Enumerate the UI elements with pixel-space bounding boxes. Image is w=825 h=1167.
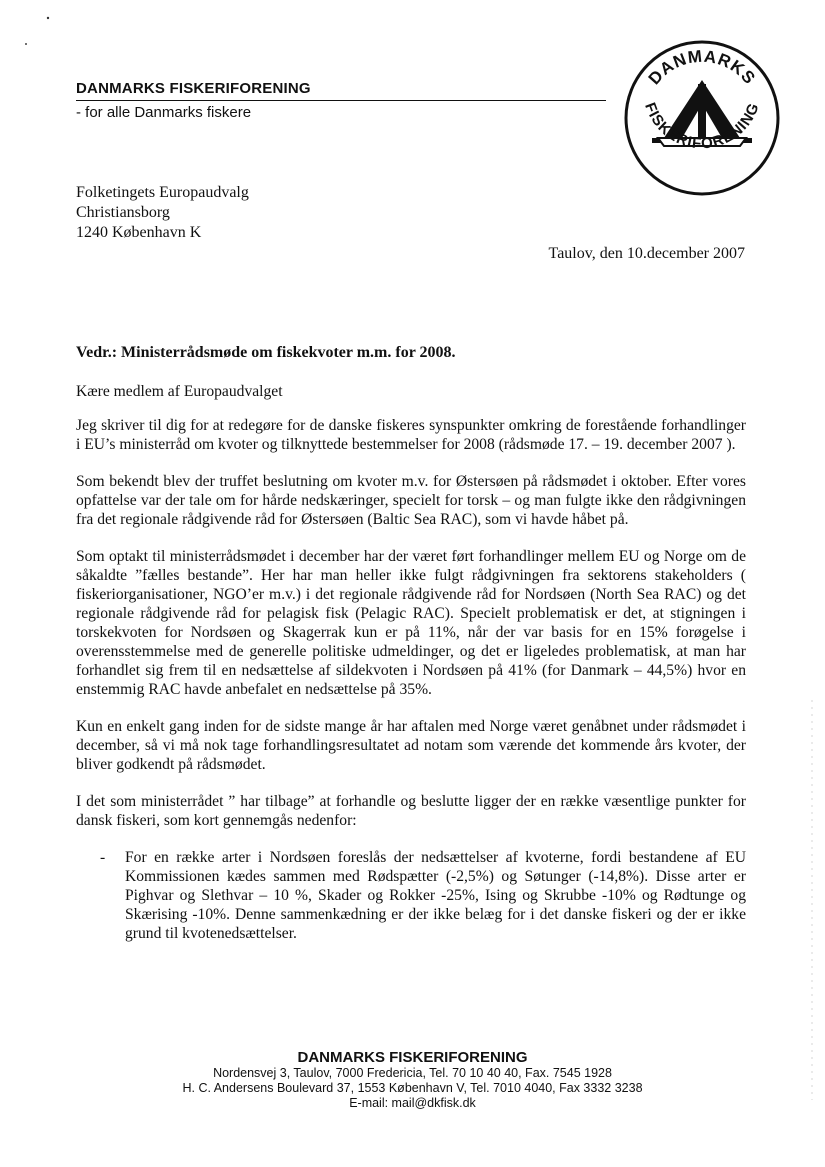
letter-footer: [0, 1049, 825, 1111]
bullet-item-1: [100, 848, 746, 943]
body-paragraph-2: Som bekendt blev der truffet beslutning om kvoter m.v. for Østersøen på rådsmødet i oktober. Efter vores opfattelse var der tale om for hårde nedskæringer, specielt for torsk – og man fulgte ikke den rådgivningen fra det regionale rådgivende råd for Østersøen (Baltic Sea RAC), som vi havde håbet på.: [76, 473, 746, 528]
bullet-text: For en række arter i Nordsøen foreslås der nedsættelser af kvoterne, fordi bestandene af EU Kommissionen kædes sammen med Rødspætter (-2,5%) og Søtunger (-14,8%). Disse arter er Pighvar og Slethvar – 10 %, Skader og Rokker -25%, Ising og Skrubbe -10% og Rødtunge og Skærising -10%. Denne sammenkædning er der ikke belæg for i det danske fiskeri og der er ikke grund til kvotenedsættelser.: [125, 849, 746, 942]
bullet-marker: -: [100, 849, 106, 866]
greeting: Kære medlem af Europaudvalget: [76, 383, 283, 400]
letterhead-rule: [76, 100, 606, 101]
recipient-line-1: Folketingets Europaudvalg: [76, 184, 249, 201]
letterhead-org-name: DANMARKS FISKERIFORENING: [76, 80, 311, 97]
fiskeriforening-logo: [622, 38, 782, 198]
letterhead-tagline: - for alle Danmarks fiskere: [76, 104, 252, 121]
footer-email: E-mail: mail@dkfisk.dk: [349, 1096, 476, 1110]
body-paragraph-4: Kun en enkelt gang inden for de sidste mange år har aftalen med Norge været genåbnet under rådsmødet i december, så vi må nok tage forhandlingsresultatet ad notam som værende det kommende års kvoter, der bliver godkendt på rådsmødet.: [76, 718, 746, 773]
recipient-line-2: Christiansborg: [76, 204, 170, 221]
body-paragraph-5: I det som ministerrådet ” har tilbage” at forhandle og beslutte ligger der en række væsentlige punkter for dansk fiskeri, som kort gennemgås nedenfor:: [76, 793, 746, 829]
body-paragraph-1: Jeg skriver til dig for at redegøre for de danske fiskeres synspunkter omkring de forestående forhandlinger i EU’s ministerråd om kvoter og tilknyttede bestemmelser for 2008 (rådsmøde 17. – 19. december 2007 ).: [76, 417, 746, 453]
recipient-address: [76, 183, 249, 243]
letter-subject: Vedr.: Ministerrådsmøde om fiskekvoter m.m. for 2008.: [76, 344, 456, 361]
letter-body: [76, 382, 746, 943]
recipient-line-3: 1240 København K: [76, 224, 202, 241]
body-paragraph-3: Som optakt til ministerrådsmødet i december har der været ført forhandlinger mellem EU og Norge om de såkaldte ”fælles bestande”. Her har man heller ikke fulgt rådgivningen fra sektorens stakeholders ( fiskeriorganisationer, NGO’er m.v.) i det regionale rådgivende råd for Nordsøen (North Sea RAC) og det regionale rådgivende råd for pelagisk fisk (Pelagic RAC). Specielt problematisk er det, at stigningen i torskekvoten for Nordsøen og Skagerrak kun er på 11%, når der var basis for en 15% forøgelse i overensstemmelse med de generelle politiske udmeldinger, og det er ligeledes problematisk, at man har forhandlet sig frem til en nedsættelse af sildekvoten i Nordsøen på 41% (for Danmark – 44,5%) hvor en enstemmig RAC havde anbefalet en nedsættelse på 35%.: [76, 548, 746, 698]
logo-text-top: DANMARKS: [644, 46, 760, 89]
footer-address-2: H. C. Andersens Boulevard 37, 1553 København V, Tel. 7010 4040, Fax 3332 3238: [182, 1081, 643, 1095]
footer-address-1: Nordensvej 3, Taulov, 7000 Fredericia, Tel. 70 10 40 40, Fax. 7545 1928: [213, 1066, 612, 1080]
letter-date: Taulov, den 10.december 2007: [548, 245, 745, 262]
logo-text-bottom: FISKERIFORENING: [641, 100, 763, 153]
footer-org-name: DANMARKS FISKERIFORENING: [297, 1049, 528, 1066]
